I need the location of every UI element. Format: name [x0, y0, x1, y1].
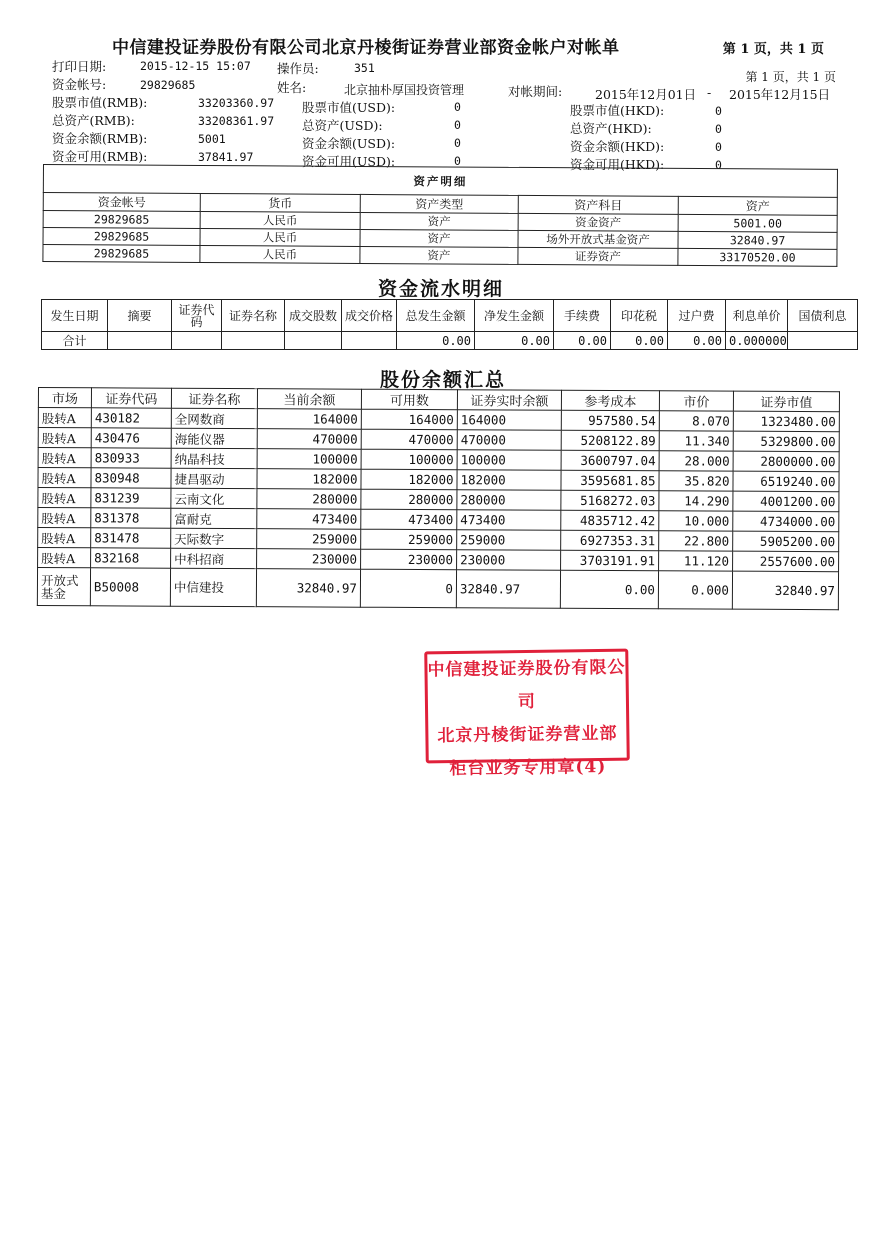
cell-account: 29829685: [43, 228, 200, 246]
cell-realtime-balance: 259000: [457, 530, 561, 551]
cell-currency: 人民币: [200, 245, 360, 263]
hkd-avail-label: 资金可用(HKD):: [570, 157, 665, 172]
column-header: 发生日期: [42, 300, 108, 332]
total-transfer-fee: 0.00: [668, 332, 726, 350]
cell-cost: 4835712.42: [561, 510, 659, 531]
table-cell: [342, 332, 397, 350]
cell-code: 430182: [91, 408, 171, 428]
page-indicator-top: 第 1 页，共 1 页: [722, 42, 824, 57]
hkd-stock-value: 0: [715, 104, 722, 118]
cell-price: 22.800: [659, 531, 733, 551]
cell-cost: 6927353.31: [561, 530, 659, 551]
cell-asset-subject: 证券资产: [518, 247, 678, 265]
cell-price: 0.000: [658, 571, 732, 609]
cell-balance: 164000: [257, 409, 361, 430]
total-row: [42, 332, 858, 350]
cell-market-value: 32840.97: [732, 571, 838, 610]
cell-cost: 3703191.91: [561, 550, 659, 571]
period-end: 2015年12月15日: [729, 87, 831, 102]
column-header: 成交价格: [342, 300, 397, 332]
cell-balance: 259000: [257, 529, 361, 550]
cell-cost: 5168272.03: [561, 490, 659, 511]
cell-realtime-balance: 100000: [457, 450, 561, 471]
column-header: 市价: [659, 391, 733, 411]
hkd-stock-label: 股票市值(HKD):: [570, 103, 665, 118]
cell-name: 全网数商: [171, 408, 257, 428]
column-header: 资产科目: [518, 195, 678, 214]
cell-price: 11.120: [659, 551, 733, 571]
column-header: 手续费: [554, 300, 611, 332]
fund-flow-table: [41, 299, 858, 350]
period-start: 2015年12月01日: [595, 87, 697, 102]
asset-section-title: 资产明细: [43, 165, 837, 198]
cell-market: 股转A: [38, 488, 91, 508]
cell-name: 中科招商: [171, 548, 257, 568]
print-date-label: 打印日期:: [52, 59, 107, 74]
total-stamp-tax: 0.00: [611, 332, 668, 350]
column-header: 过户费: [668, 300, 726, 332]
rmb-avail-value: 37841.97: [198, 150, 254, 164]
holdings-table: [37, 387, 840, 610]
cell-name: 纳晶科技: [171, 448, 257, 468]
cell-asset-type: 资产: [360, 229, 518, 247]
cell-cost: 957580.54: [561, 410, 659, 431]
cell-asset-type: 资产: [360, 246, 518, 264]
cell-name: 海能仪器: [171, 428, 257, 448]
cell-code: 831478: [91, 528, 171, 548]
cell-price: 10.000: [659, 511, 733, 531]
cell-asset-value: 33170520.00: [678, 248, 837, 266]
table-row: [43, 245, 837, 267]
usd-balance-label: 资金余额(USD):: [302, 136, 396, 151]
cell-asset-subject: 场外开放式基金资产: [518, 230, 678, 248]
operator-label: 操作员:: [277, 61, 319, 76]
table-cell: [222, 332, 285, 350]
cell-market: 开放式基金: [37, 568, 90, 606]
usd-avail-value: 0: [454, 154, 461, 168]
cell-realtime-balance: 473400: [457, 510, 561, 531]
usd-total-label: 总资产(USD):: [302, 118, 383, 133]
cell-balance: 100000: [257, 449, 361, 470]
cell-market-value: 2557600.00: [733, 551, 839, 572]
hkd-avail-value: 0: [715, 158, 722, 172]
cell-price: 28.000: [659, 451, 733, 471]
total-interest-rate: 0.000000: [726, 332, 788, 350]
name-label: 姓名:: [277, 80, 307, 95]
cell-available: 182000: [361, 469, 457, 490]
rmb-total-label: 总资产(RMB):: [52, 113, 135, 128]
cell-code: 430476: [91, 428, 171, 448]
cell-code: 830933: [91, 448, 171, 468]
usd-total-value: 0: [454, 118, 461, 132]
cell-market: 股转A: [38, 448, 91, 468]
table-header-row: [42, 300, 858, 332]
column-header: 证券名称: [171, 388, 257, 408]
asset-detail-table: [42, 164, 838, 267]
column-header: 净发生金额: [475, 300, 554, 332]
cell-market: 股转A: [38, 548, 91, 568]
column-header: 市场: [38, 388, 91, 408]
cell-code: 831239: [91, 488, 171, 508]
cell-market-value: 4001200.00: [733, 491, 839, 512]
page-indicator-sub: 第 1 页，共 1 页: [745, 70, 836, 84]
cell-available: 470000: [361, 429, 457, 450]
document-title: 中信建投证券股份有限公司北京丹棱街证券营业部资金帐户对帐单: [112, 38, 620, 58]
usd-avail-label: 资金可用(USD):: [302, 154, 396, 169]
column-header: 总发生金额: [397, 300, 475, 332]
cell-name: 富耐克: [171, 508, 257, 528]
cell-balance: 470000: [257, 429, 361, 450]
cell-code: 831378: [91, 508, 171, 528]
cell-name: 云南文化: [171, 488, 257, 508]
cell-balance: 182000: [257, 469, 361, 490]
cell-cost: 3600797.04: [561, 450, 659, 471]
column-header: 证券实时余额: [457, 390, 561, 411]
hkd-total-label: 总资产(HKD):: [570, 121, 652, 136]
hkd-balance-value: 0: [715, 140, 722, 154]
column-header: 印花税: [611, 300, 668, 332]
cell-balance: 280000: [257, 489, 361, 510]
table-cell: [108, 332, 172, 350]
cell-account: 29829685: [43, 211, 200, 229]
cell-price: 11.340: [659, 431, 733, 451]
cell-code: 832168: [91, 548, 171, 568]
usd-stock-label: 股票市值(USD):: [302, 100, 396, 115]
cell-asset-value: 32840.97: [678, 231, 837, 249]
column-header: 国债利息: [788, 300, 858, 332]
cell-code: B50008: [90, 568, 170, 606]
cell-realtime-balance: 182000: [457, 470, 561, 491]
rmb-stock-value: 33203360.97: [198, 96, 275, 110]
total-gross-amount: 0.00: [397, 332, 475, 350]
usd-stock-value: 0: [454, 100, 461, 114]
cell-currency: 人民币: [200, 211, 360, 229]
customer-name: 北京抽朴厚国投资管理: [344, 83, 465, 97]
rmb-total-value: 33208361.97: [198, 114, 275, 128]
cell-market-value: 4734000.00: [733, 511, 839, 532]
cell-balance: 473400: [257, 509, 361, 530]
rmb-avail-label: 资金可用(RMB):: [52, 149, 148, 164]
table-cell: [285, 332, 342, 350]
cell-market: 股转A: [38, 468, 91, 488]
total-commission: 0.00: [554, 332, 611, 350]
column-header: 可用数: [361, 389, 457, 410]
seal-line-1: 中信建投证券股份有限公司: [427, 657, 626, 713]
cell-realtime-balance: 32840.97: [456, 570, 560, 609]
cell-available: 280000: [361, 489, 457, 510]
cell-account: 29829685: [43, 245, 200, 263]
cell-available: 473400: [361, 509, 457, 530]
print-date: 2015-12-15 15:07: [140, 59, 251, 73]
cell-available: 259000: [361, 529, 457, 550]
cell-asset-value: 5001.00: [678, 214, 837, 232]
cell-cost: 0.00: [560, 570, 658, 609]
operator: 351: [354, 61, 375, 75]
cell-name: 捷昌驱动: [171, 468, 257, 488]
cell-code: 830948: [91, 468, 171, 488]
seal-line-2: 北京丹棱街证券营业部: [437, 723, 618, 747]
column-header: 资产: [678, 196, 837, 215]
holdings-section-title: 股份余额汇总: [380, 369, 507, 391]
cell-available: 230000: [361, 549, 457, 570]
account-number: 29829685: [140, 78, 196, 92]
cell-realtime-balance: 280000: [457, 490, 561, 511]
cell-asset-type: 资产: [360, 212, 518, 230]
cell-market: 股转A: [38, 428, 91, 448]
column-header: 证券代码: [172, 300, 222, 332]
usd-balance-value: 0: [454, 136, 461, 150]
column-header: 证券市值: [733, 391, 839, 412]
account-label: 资金帐号:: [52, 77, 107, 92]
cell-available: 164000: [361, 409, 457, 430]
cell-name: 天际数字: [171, 528, 257, 548]
column-header: 当前余额: [257, 389, 361, 410]
cell-market: 股转A: [38, 408, 91, 428]
flow-section-title: 资金流水明细: [378, 278, 505, 300]
cell-price: 8.070: [659, 411, 733, 431]
period-dash: -: [707, 85, 712, 100]
column-header: 利息单价: [726, 300, 788, 332]
total-label: 合计: [42, 332, 108, 350]
cell-market-value: 2800000.00: [733, 451, 839, 472]
column-header: 资金帐号: [43, 193, 200, 212]
cell-available: 0: [360, 569, 456, 608]
table-row: [37, 568, 838, 610]
cell-balance: 230000: [257, 549, 361, 570]
cell-market: 股转A: [38, 508, 91, 528]
cell-asset-subject: 资金资产: [518, 213, 678, 231]
cell-market: 股转A: [38, 528, 91, 548]
rmb-balance-label: 资金余额(RMB):: [52, 131, 148, 146]
column-header: 货币: [200, 193, 360, 212]
company-seal: [424, 649, 630, 780]
cell-market-value: 6519240.00: [733, 471, 839, 492]
cell-currency: 人民币: [200, 228, 360, 246]
hkd-balance-label: 资金余额(HKD):: [570, 139, 665, 154]
column-header: 证券名称: [222, 300, 285, 332]
column-header: 成交股数: [285, 300, 342, 332]
seal-line-3: 柜台业务专用章(4): [449, 756, 607, 780]
cell-market-value: 5329800.00: [733, 431, 839, 452]
cell-cost: 3595681.85: [561, 470, 659, 491]
cell-realtime-balance: 470000: [457, 430, 561, 451]
cell-cost: 5208122.89: [561, 430, 659, 451]
cell-market-value: 5905200.00: [733, 531, 839, 552]
rmb-balance-value: 5001: [198, 132, 226, 146]
cell-name: 中信建投: [170, 568, 256, 606]
total-net-amount: 0.00: [475, 332, 554, 350]
column-header: 摘要: [108, 300, 172, 332]
cell-realtime-balance: 164000: [457, 410, 561, 431]
cell-balance: 32840.97: [256, 569, 360, 608]
period-label: 对帐期间:: [508, 84, 563, 99]
table-cell: [788, 332, 858, 350]
cell-market-value: 1323480.00: [733, 411, 839, 432]
column-header: 证券代码: [91, 388, 171, 408]
cell-realtime-balance: 230000: [457, 550, 561, 571]
column-header: 资产类型: [360, 194, 518, 213]
table-cell: [172, 332, 222, 350]
column-header: 参考成本: [561, 390, 659, 411]
cell-available: 100000: [361, 449, 457, 470]
rmb-stock-label: 股票市值(RMB):: [52, 95, 148, 110]
cell-price: 14.290: [659, 491, 733, 511]
cell-price: 35.820: [659, 471, 733, 491]
hkd-total-value: 0: [715, 122, 722, 136]
